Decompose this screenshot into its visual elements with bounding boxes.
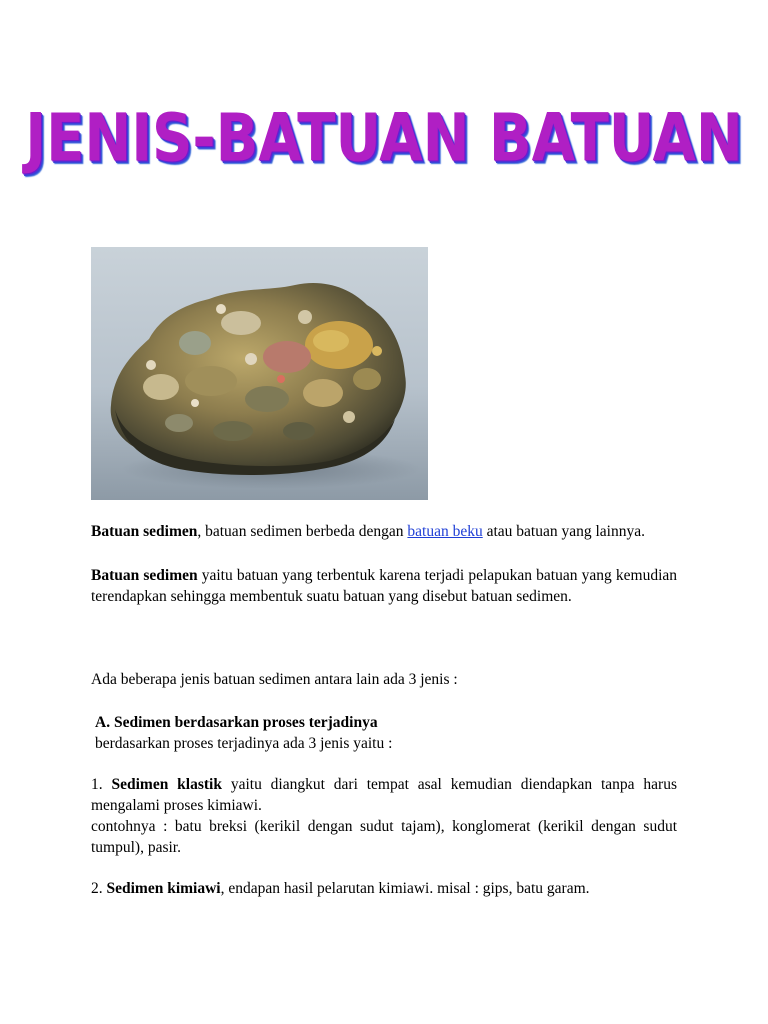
section-a-subtext xyxy=(95,733,681,754)
item-2 xyxy=(91,878,677,899)
intro-term-2: Batuan sedimen xyxy=(91,567,198,584)
intro-text-1b: atau batuan yang lainnya. xyxy=(482,523,645,540)
section-a-heading xyxy=(95,712,681,733)
page-title: JENIS-BATUAN BATUAN xyxy=(25,100,743,178)
intro-text-2: yaitu batuan yang terbentuk karena terjadi pelapukan batuan yang kemudian terendapkan sehingga membentuk suatu batuan yang disebut batuan sedimen. xyxy=(91,567,677,605)
section-a-subtext-text: berdasarkan proses terjadinya ada 3 jenis yaitu : xyxy=(95,735,393,752)
batuan-beku-link[interactable]: batuan beku xyxy=(407,523,483,540)
intro-text-1a: , batuan sedimen berbeda dengan xyxy=(197,523,408,540)
types-intro-text: Ada beberapa jenis batuan sedimen antara lain ada 3 jenis : xyxy=(91,671,458,688)
intro-paragraph-1 xyxy=(91,521,677,542)
item-1 xyxy=(91,774,677,816)
intro-paragraph-2 xyxy=(91,565,677,607)
intro-term-1: Batuan sedimen xyxy=(91,523,198,540)
item-2-term: Sedimen kimiawi xyxy=(106,880,221,897)
item-2-text: , endapan hasil pelarutan kimiawi. misal : gips, batu garam. xyxy=(220,880,590,897)
item-1-term: Sedimen klastik xyxy=(111,776,222,793)
sedimentary-rock-image xyxy=(91,247,428,500)
section-a-heading-text: A. Sedimen berdasarkan proses terjadinya xyxy=(95,714,378,731)
item-1-example-text: contohnya : batu breksi (kerikil dengan sudut tajam), konglomerat (kerikil dengan sudut tumpul), pasir. xyxy=(91,818,677,856)
types-intro xyxy=(91,669,677,690)
item-1-number: 1. xyxy=(91,776,112,793)
item-2-number: 2. xyxy=(91,880,107,897)
item-1-text: yaitu diangkut dari tempat asal kemudian diendapkan tanpa harus mengalami proses kimiawi. xyxy=(91,776,677,814)
item-1-example xyxy=(91,816,677,858)
